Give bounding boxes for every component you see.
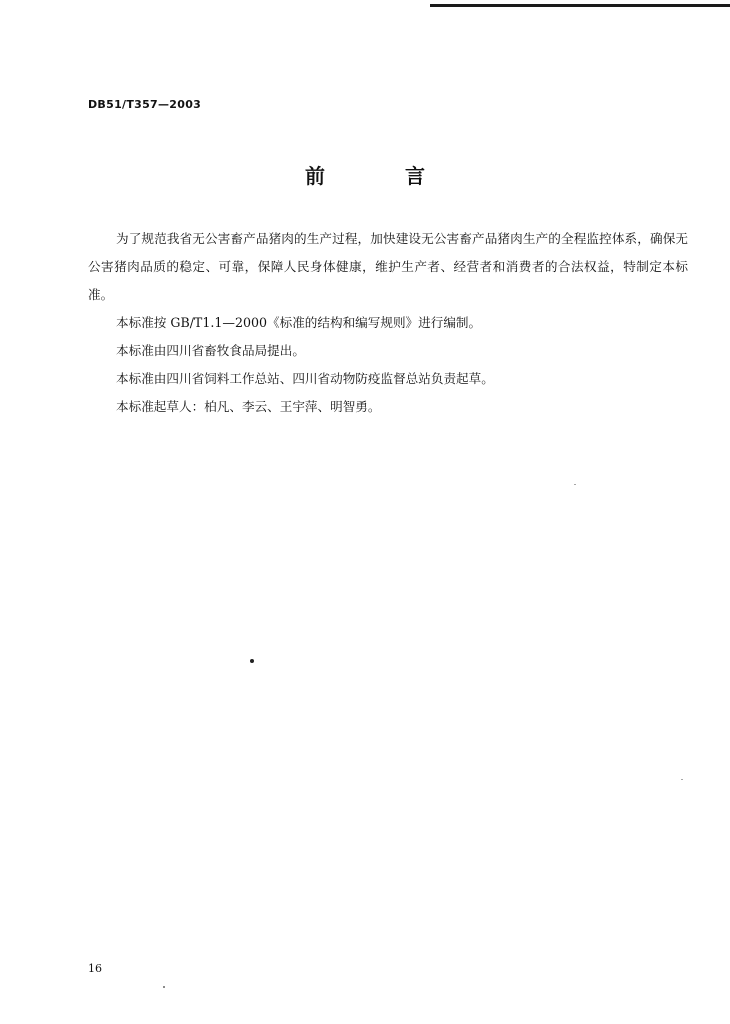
header-rule	[430, 4, 730, 7]
scan-speck	[163, 986, 165, 988]
paragraph-drafters: 本标准起草人：柏凡、李云、王宇萍、明智勇。	[116, 399, 381, 414]
paragraph-drafting-units: 本标准由四川省饲料工作总站、四川省动物防疫监督总站负责起草。	[116, 371, 494, 386]
scan-speck	[250, 659, 254, 663]
scan-speck	[681, 779, 683, 780]
page-title: 前 言	[305, 164, 455, 188]
page-number: 16	[88, 962, 102, 975]
scan-speck	[574, 484, 576, 485]
paragraph-proposer: 本标准由四川省畜牧食品局提出。	[116, 343, 305, 358]
paragraph-purpose: 为了规范我省无公害畜产品猪肉的生产过程，加快建设无公害畜产品猪肉生产的全程监控体系，确保无公害猪肉品质的稳定、可靠，保障人民身体健康，维护生产者、经营者和消费者的合法权益，特制定本标准。	[88, 231, 688, 302]
standard-code: DB51/T357—2003	[88, 98, 202, 111]
paragraph-drafting-rules: 本标准按 GB/T1.1—2000《标准的结构和编写规则》进行编制。	[116, 315, 482, 330]
foreword-body	[88, 225, 688, 421]
